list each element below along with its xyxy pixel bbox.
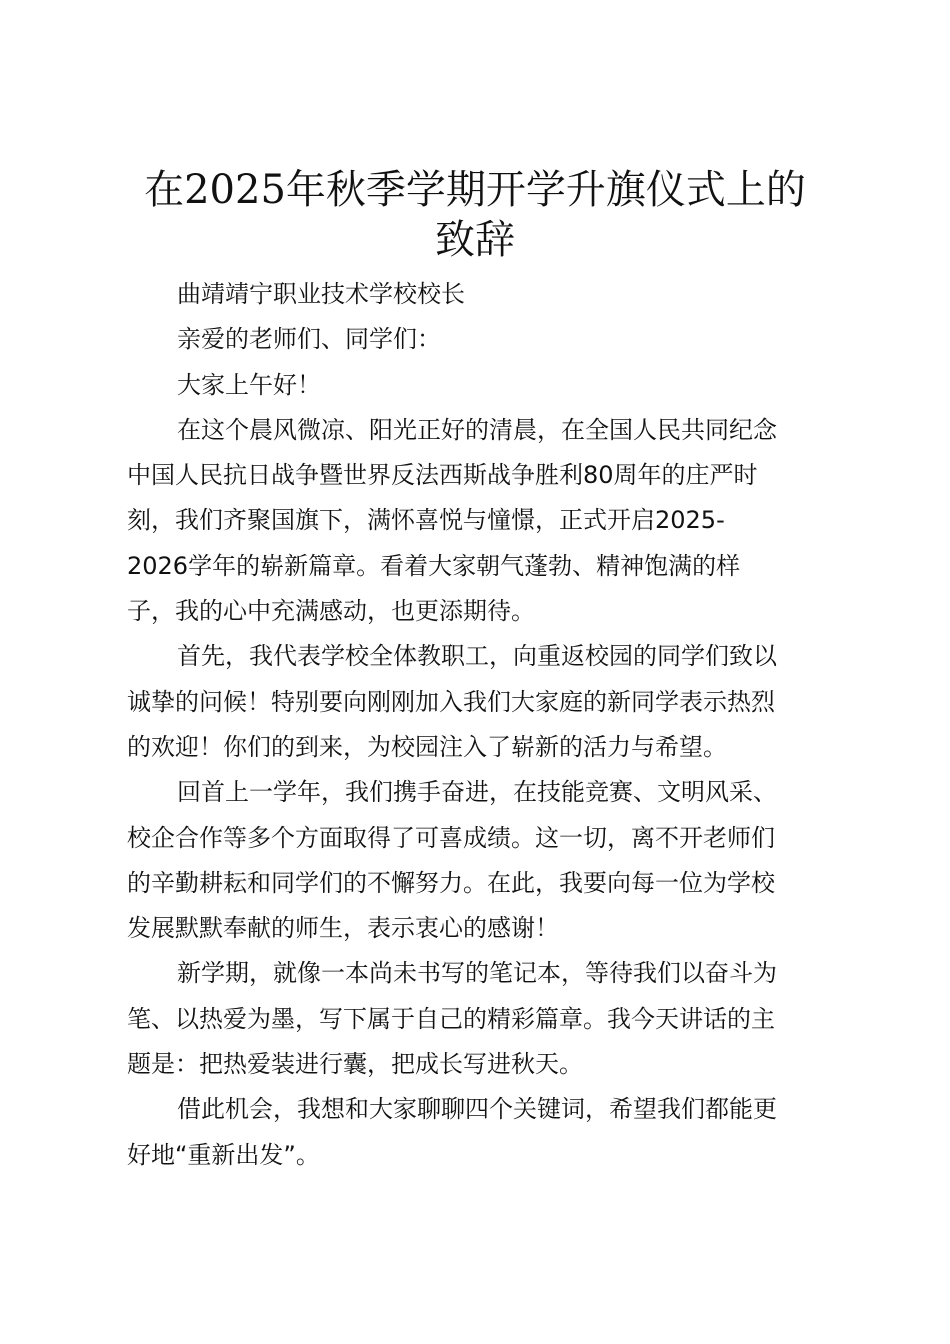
paragraph-line: 2026学年的崭新篇章。看着大家朝气蓬勃、精神饱满的样 <box>127 551 741 580</box>
paragraph <box>127 951 827 1087</box>
paragraph-line: 回首上一学年，我们携手奋进，在技能竞赛、文明风采、 <box>177 778 777 807</box>
paragraph-line: 的欢迎！你们的到来，为校园注入了崭新的活力与希望。 <box>127 732 727 761</box>
paragraph-line: 在这个晨风微凉、阳光正好的清晨，在全国人民共同纪念 <box>177 415 777 444</box>
document-body <box>127 272 827 1178</box>
paragraph-line: 好地“重新出发”。 <box>127 1140 320 1169</box>
paragraph-line: 大家上午好！ <box>177 370 321 399</box>
paragraph-line: 借此机会，我想和大家聊聊四个关键词，希望我们都能更 <box>177 1095 777 1124</box>
paragraph <box>127 408 827 634</box>
document-title <box>0 165 950 265</box>
paragraph <box>127 770 827 951</box>
paragraph-line: 笔、以热爱为墨，写下属于自己的精彩篇章。我今天讲话的主 <box>127 1004 775 1033</box>
paragraph-line: 的辛勤耕耘和同学们的不懈努力。在此，我要向每一位为学校 <box>127 868 775 897</box>
paragraph-line: 校企合作等多个方面取得了可喜成绩。这一切，离不开老师们 <box>127 823 775 852</box>
paragraph <box>127 363 827 408</box>
paragraph <box>127 1087 827 1178</box>
paragraph <box>127 634 827 770</box>
paragraph-line: 曲靖靖宁职业技术学校校长 <box>177 280 465 308</box>
paragraph-line: 子，我的心中充满感动，也更添期待。 <box>127 597 535 626</box>
paragraph-line: 亲爱的老师们、同学们： <box>177 325 441 354</box>
paragraph <box>127 272 827 317</box>
paragraph-line: 题是：把热爱装进行囊，把成长写进秋天。 <box>127 1050 583 1079</box>
paragraph <box>127 317 827 362</box>
paragraph-line: 诚挚的问候！特别要向刚刚加入我们大家庭的新同学表示热烈 <box>127 687 775 716</box>
paragraph-line: 新学期，就像一本尚未书写的笔记本，等待我们以奋斗为 <box>177 959 777 988</box>
paragraph-line: 中国人民抗日战争暨世界反法西斯战争胜利80周年的庄严时 <box>127 461 758 490</box>
paragraph-line: 发展默默奉献的师生，表示衷心的感谢！ <box>127 914 559 943</box>
paragraph-line: 首先，我代表学校全体教职工，向重返校园的同学们致以 <box>177 642 777 671</box>
title-line: 在2025年秋季学期开学升旗仪式上的 <box>144 167 806 213</box>
title-line: 致辞 <box>435 217 515 263</box>
paragraph-line: 刻，我们齐聚国旗下，满怀喜悦与憧憬，正式开启2025- <box>127 506 725 535</box>
